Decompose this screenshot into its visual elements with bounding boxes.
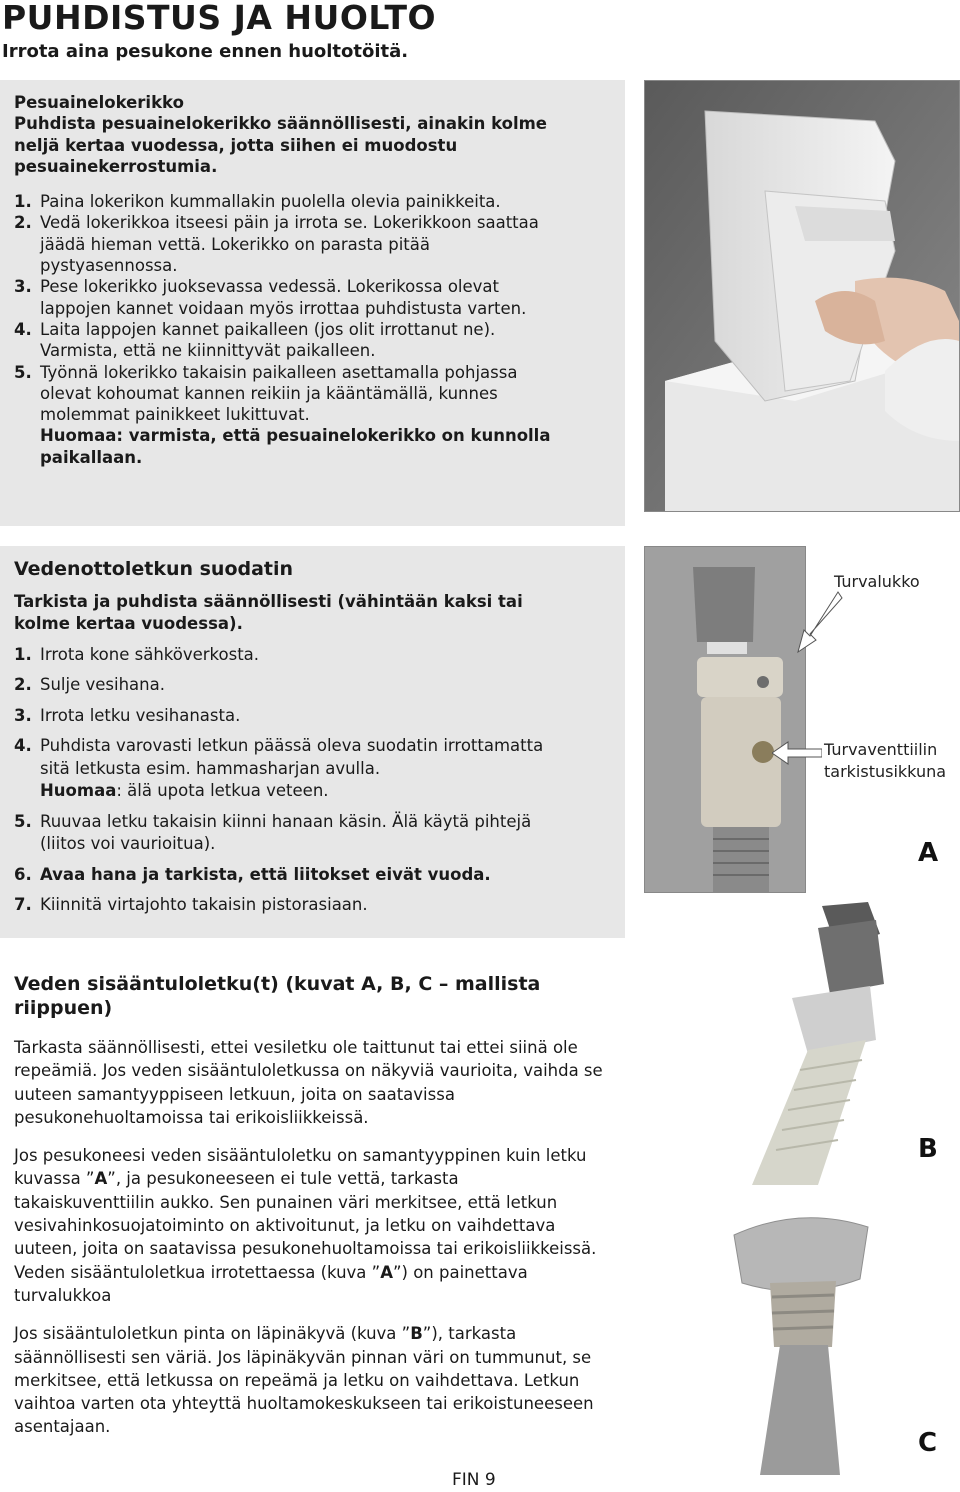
filter-heading: Vedenottoletkun suodatin: [14, 558, 294, 580]
label-safety-lock: Turvalukko: [834, 572, 920, 591]
list-item: 4. Puhdista varovasti letkun päässä oleva suodatin irrottamatta sitä letkusta esim. hammasharjan avulla. Huomaa: älä upota letkua veteen.: [14, 736, 544, 800]
filter-note-text: : älä upota letkua veteen.: [116, 781, 329, 800]
inlet-heading: Veden sisääntuloletku(t) (kuvat A, B, C – mallista riippuen): [14, 973, 541, 1019]
list-item: 3. Pese lokerikko juoksevassa vedessä. Lokerikossa olevat lappojen kannet voidaan myös irrottaa puhdistusta varten.: [14, 277, 527, 318]
filter-steps: [14, 644, 554, 917]
list-item: 4. Laita lappojen kannet paikalleen (jos olit irrottanut ne). Varmista, että ne kiinnittyvät paikalleen.: [14, 319, 496, 361]
detergent-intro: Puhdista pesuainelokerikko säännöllisesti, ainakin kolme neljä kertaa vuodessa, jotta siihen ei muodostu pesuainekerrostumia.: [14, 114, 547, 176]
page-title: PUHDISTUS JA HUOLTO: [2, 0, 437, 37]
hose-photo-b: [640, 900, 958, 1185]
list-item: 7. Kiinnitä virtajohto takaisin pistorasiaan.: [14, 895, 368, 914]
list-item: 2. Sulje vesihana.: [14, 675, 165, 694]
hose-b-illustration: [640, 900, 958, 1185]
filter-section: [14, 558, 614, 925]
detergent-heading: Pesuainelokerikko: [14, 93, 184, 112]
arrow-valve-window-icon: [772, 740, 822, 766]
arrow-safety-lock-icon: [796, 590, 844, 656]
page-number: FIN 9: [452, 1470, 496, 1490]
list-item: 5. Ruuvaa letku takaisin kiinni hanaan käsin. Älä käytä pihtejä (liitos voi vaurioitua).: [14, 811, 532, 853]
inlet-paragraph-1: Tarkasta säännöllisesti, ettei vesiletku ole taittunut tai ettei siinä ole repeämiä. Jos veden sisääntuloletkussa on näkyviä vaurioita, vaihda se uuteen samantyyppiseen letkuun, joita on saatavissa pesukonehuoltamoissa tai erikoisliikkeissä.: [14, 1038, 603, 1127]
hose-c-illustration: [700, 1205, 900, 1475]
inlet-paragraph-2: Jos pesukoneesi veden sisääntuloletku on samantyyppinen kuin letku kuvassa ”A”, ja pesukoneeseen ei tule vettä, tarkasta takaiskuventtiilin aukko. Sen punainen väri merkitsee, että letkun vesivahinkosuojatoiminto on aktivoitunut, ja letku on vaihdettava uuteen, joita on saatavissa pesukonehuoltamoissa tai erikoisliikkeissä. Veden sisääntuloletkua irrotettaessa (kuva ”A”) on painettava turvalukkoa: [14, 1146, 597, 1305]
list-item: 5. Työnnä lokerikko takaisin paikalleen asettamalla pohjassa olevat kohoumat kannen reikiin ja kääntämällä, kunnes molemmat painikkeet lukittuvat. Huomaa: varmista, että pesuainelokerikko on kunnolla paikallaan.: [14, 362, 559, 468]
hose-photo-a: [644, 546, 806, 893]
list-item: 1. Irrota kone sähköverkosta.: [14, 644, 260, 664]
figure-letter-a: A: [918, 838, 939, 868]
detergent-steps: [14, 191, 559, 468]
list-item: 2. Vedä lokerikkoa itseesi päin ja irrota se. Lokerikkoon saattaa jäädä hieman vettä. Lokerikko on parasta pitää pystyasennossa.: [14, 213, 539, 276]
inlet-paragraph-3: Jos sisääntuloletkun pinta on läpinäkyvä (kuva ”B”), tarkasta säännöllisesti sen väriä. Jos läpinäkyvän pinnan väri on tummunut, se merkitsee, että letkussa on repeämä ja letku on vaihdettava. Letkun vaihtoa varten ota yhteyttä huoltamokeskukseen tai erikoistuneeseen asentajaan.: [14, 1324, 594, 1437]
detergent-drawer-photo: [644, 80, 960, 512]
filter-lead: Tarkista ja puhdista säännöllisesti (vähintään kaksi tai kolme kertaa vuodessa).: [14, 591, 523, 633]
label-valve-window-line1: Turvaventtiilin: [824, 740, 938, 759]
figure-letter-c: C: [918, 1428, 938, 1458]
hose-photo-c: [700, 1205, 900, 1475]
detergent-note: Huomaa: varmista, että pesuainelokerikko on kunnolla paikallaan.: [40, 426, 551, 467]
inlet-section: [14, 972, 604, 1454]
washing-machine-illustration: [645, 81, 959, 511]
list-item: 1. Paina lokerikon kummallakin puolella olevia painikkeita.: [14, 192, 501, 212]
hose-a-illustration: [645, 547, 805, 892]
filter-note-label: Huomaa: [40, 781, 117, 800]
list-item: 6. Avaa hana ja tarkista, että liitokset eivät vuoda.: [14, 864, 491, 884]
detergent-section: [14, 92, 614, 468]
warning-text: Irrota aina pesukone ennen huoltotöitä.: [2, 41, 409, 62]
label-valve-window-line2: tarkistusikkuna: [824, 762, 947, 781]
list-item: 3. Irrota letku vesihanasta.: [14, 705, 241, 725]
figure-letter-b: B: [918, 1134, 938, 1164]
